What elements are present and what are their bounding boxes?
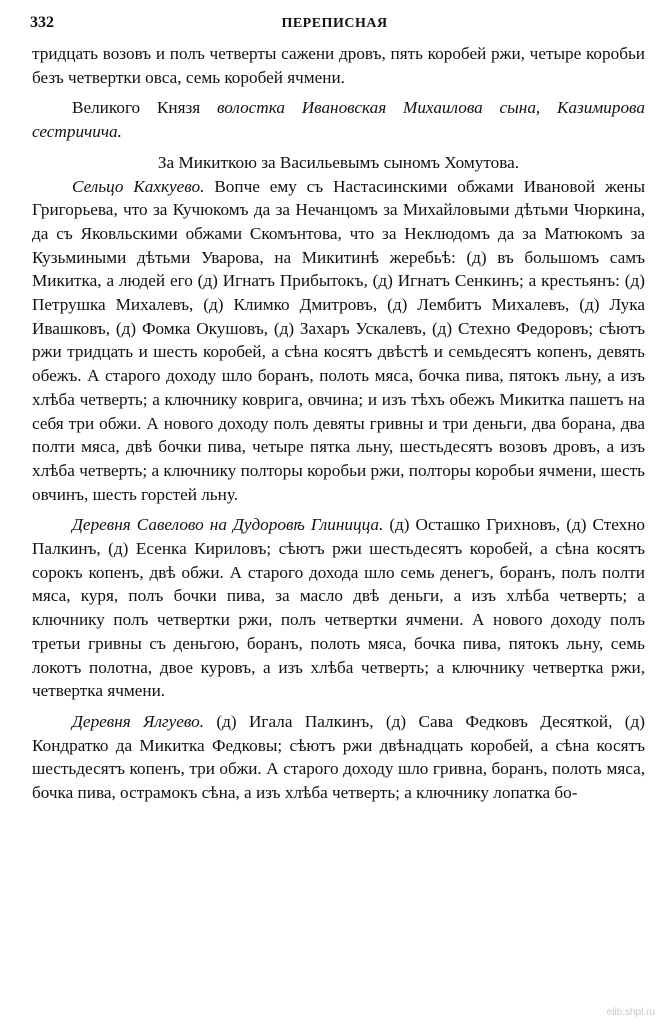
volost-heading-roman: Великого Князя [72, 98, 201, 118]
paragraph-yalguevo [32, 710, 645, 805]
paragraph-continuation: тридцать возовъ и полъ четверты сажени дровъ, пять коробей ржи, четыре коробьи безъ четвертки овса, семь коробей ячмени. [32, 44, 645, 87]
running-head: ПЕРЕПИСНАЯ [281, 16, 388, 31]
settlement-text: Вопче ему съ Настасинскими обжами Ивановой жены Григорьева, что за Кучюкомъ да за Нечанцомъ за Михайловыми дѣтьми Чюркина, да съ Яковльскими обжами Скомънтова, что за Неклюдомъ да за Матюкомъ за Кузьмиными дѣтьми Уварова, на Микитинѣ жеребьѣ: (д) въ большомъ самъ Микитка, а людей его (д) Игнатъ Прибытокъ, (д) Игнатъ Сенкинъ; а крестьянъ: (д) Петрушка Михалевъ, (д) Климко Дмитровъ, (д) Лембитъ Михалевъ, (д) Лука Ивашковъ, (д) Фомка Окушовъ, (д) Захаръ Ускалевъ, (д) Стехно Федоровъ; сѣютъ ржи тридцать и шесть коробей, а сѣна косятъ двѣстѣ и семьдесятъ копенъ, девять обежъ. А старого доходу шло боранъ, полоть мяса, бочка пива, пятокъ льну, а изъ хлѣба четверть; а ключнику коврига, овчина; и изъ тѣхъ обежъ Микитка пашетъ на себя три обжи. А нового доходу полъ девяты гривны и три деньги, два борана, два полти мяса, двѣ бочки пива, четыре пятка льну, шестьдесятъ возовъ дровъ, а изъ хлѣба четверть; а ключнику полторы коробьи ржи, полторы коробьи ячмени, шесть овчинъ, шесть горстей льну. [32, 176, 645, 504]
settlement-title: Деревня Савелово на Дудоровѣ Глиницца. [72, 515, 384, 535]
settlement-title: Сельцо Кахкуево. [72, 176, 205, 196]
owner-heading: За Микиткою за Васильевымъ сыномъ Хомутова. [157, 152, 520, 172]
paragraph-volost-heading [32, 96, 645, 143]
paragraph-savelovo [32, 513, 645, 703]
page-number: 332 [30, 14, 54, 31]
settlement-title: Деревня Ялгуево. [72, 711, 205, 731]
page-header [30, 14, 639, 38]
watermark: elib.shpl.ru [606, 1007, 655, 1018]
volost-heading-italic: волостка Ивановская Михаилова сына, Казимирова сестричича. [32, 98, 645, 142]
settlement-text: (д) Игала Палкинъ, (д) Сава Федковъ Деcяткой, (д) Кондратко да Микитка Федковы; сѣютъ ржи двѣнадцать коробей, а сѣна косятъ шестьдесятъ копенъ, три обжи. А старого доходу шло гривна, боранъ, полоть мяса, бочка пива, острамокъ сѣна, а изъ хлѣба четверть; а ключнику лопатка бо- [32, 711, 645, 803]
paragraph-kakhkuevo [32, 175, 645, 507]
page-body [32, 42, 645, 805]
settlement-text: (д) Осташко Грихновъ, (д) Стехно Палкинъ, (д) Есенка Кириловъ; сѣютъ ржи шестьдесятъ коробей, а сѣна косятъ сорокъ копенъ, двѣ обжи. А старого дохода шло семь денегъ, боранъ, полъ полти мяса, куря, полъ бочки пива, за масло двѣ деньги, а изъ хлѣба четверть; а ключнику полъ четвертки ржи, полъ четвертки ячмени. А нового доходу полъ третьи гривны съ деньгою, боранъ, полоть мяса, бочка пива, пятокъ льну, семь локотъ полотна, двое куровъ, а изъ хлѣба четверть; а ключнику четвертка ржи, четвертка ячмени. [32, 515, 645, 701]
